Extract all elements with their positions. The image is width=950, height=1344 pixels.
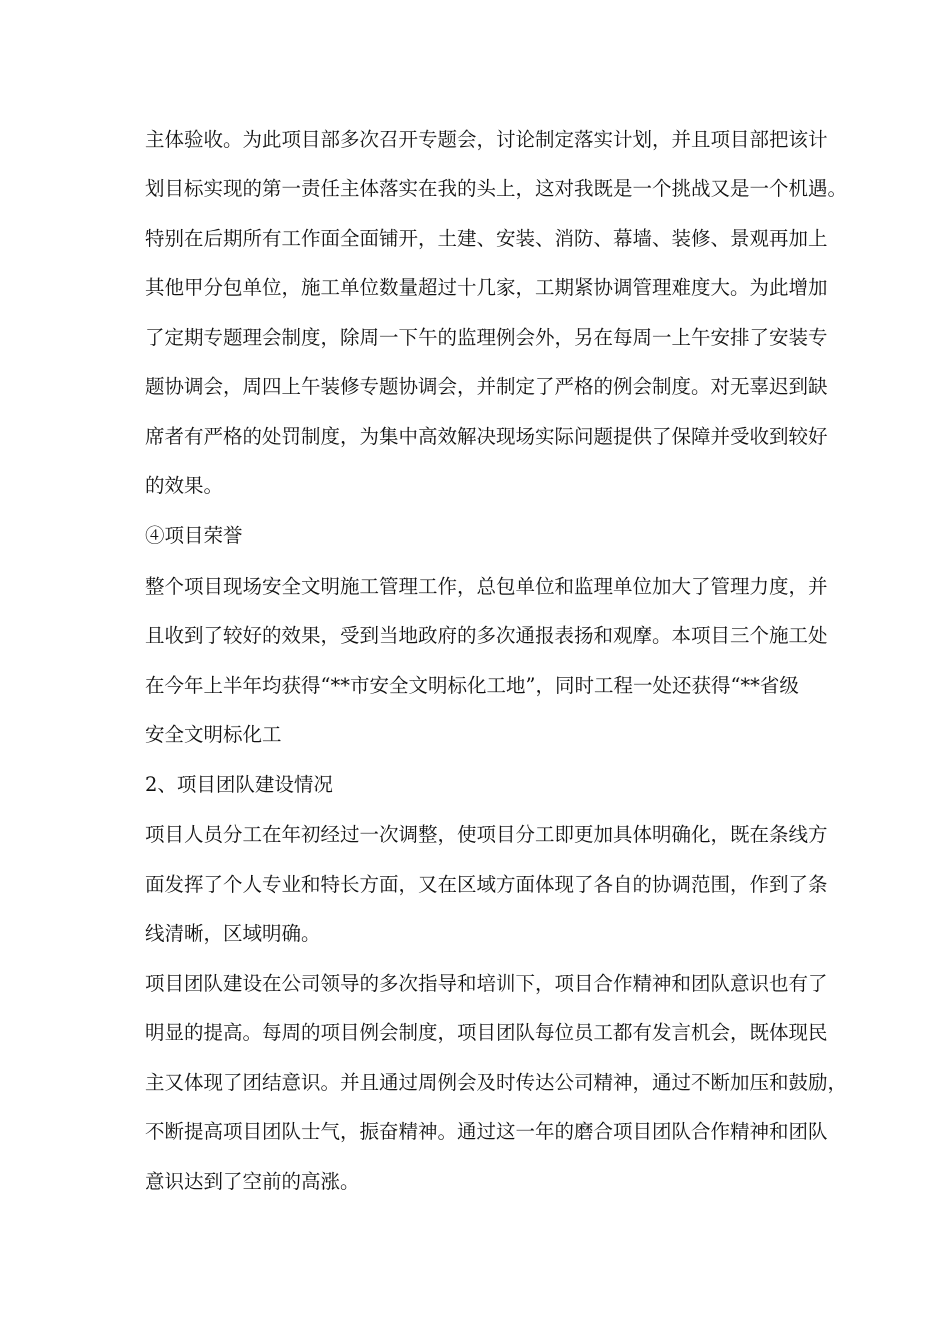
- text-line: 项目团队建设在公司领导的多次指导和培训下，项目合作精神和团队意识也有了: [145, 972, 828, 995]
- text-line: 明显的提高。每周的项目例会制度，项目团队每位员工都有发言机会，既体现民: [145, 1021, 828, 1044]
- text-line: 在今年上半年均获得“**市安全文明标化工地”，同时工程一处还获得“**省级: [145, 674, 799, 697]
- section-heading: 2、项目团队建设情况: [145, 773, 333, 796]
- text-line: 不断提高项目团队士气，振奋精神。通过这一年的磨合项目团队合作精神和团队: [145, 1120, 828, 1143]
- text-line: 的效果。: [145, 474, 224, 497]
- text-line: 安全文明标化工: [145, 723, 282, 746]
- text-line: 且收到了较好的效果，受到当地政府的多次通报表扬和观摩。本项目三个施工处: [145, 624, 828, 647]
- text-line: 整个项目现场安全文明施工管理工作，总包单位和监理单位加大了管理力度，并: [145, 575, 828, 598]
- text-line: 划目标实现的第一责任主体落实在我的头上，这对我既是一个挑战又是一个机遇。: [145, 177, 848, 200]
- text-line: 题协调会，周四上午装修专题协调会，并制定了严格的例会制度。对无辜迟到缺: [145, 375, 828, 398]
- section-heading: ④项目荣誉: [145, 524, 243, 547]
- text-line: 线清晰，区域明确。: [145, 922, 321, 945]
- text-line: 主又体现了团结意识。并且通过周例会及时传达公司精神，通过不断加压和鼓励，: [145, 1071, 848, 1094]
- text-line: 席者有严格的处罚制度，为集中高效解决现场实际问题提供了保障并受收到较好: [145, 425, 828, 448]
- text-line: 特别在后期所有工作面全面铺开，土建、安装、消防、幕墙、装修、景观再加上: [145, 227, 828, 250]
- text-line: 了定期专题理会制度，除周一下午的监理例会外，另在每周一上午安排了安装专: [145, 326, 828, 349]
- text-line: 主体验收。为此项目部多次召开专题会，讨论制定落实计划，并且项目部把该计: [145, 128, 828, 151]
- text-line: 意识达到了空前的高涨。: [145, 1170, 360, 1193]
- text-line: 项目人员分工在年初经过一次调整，使项目分工即更加具体明确化，既在条线方: [145, 823, 828, 846]
- text-line: 面发挥了个人专业和特长方面，又在区域方面体现了各自的协调范围，作到了条: [145, 873, 828, 896]
- text-line: 其他甲分包单位，施工单位数量超过十几家，工期紧协调管理难度大。为此增加: [145, 276, 828, 299]
